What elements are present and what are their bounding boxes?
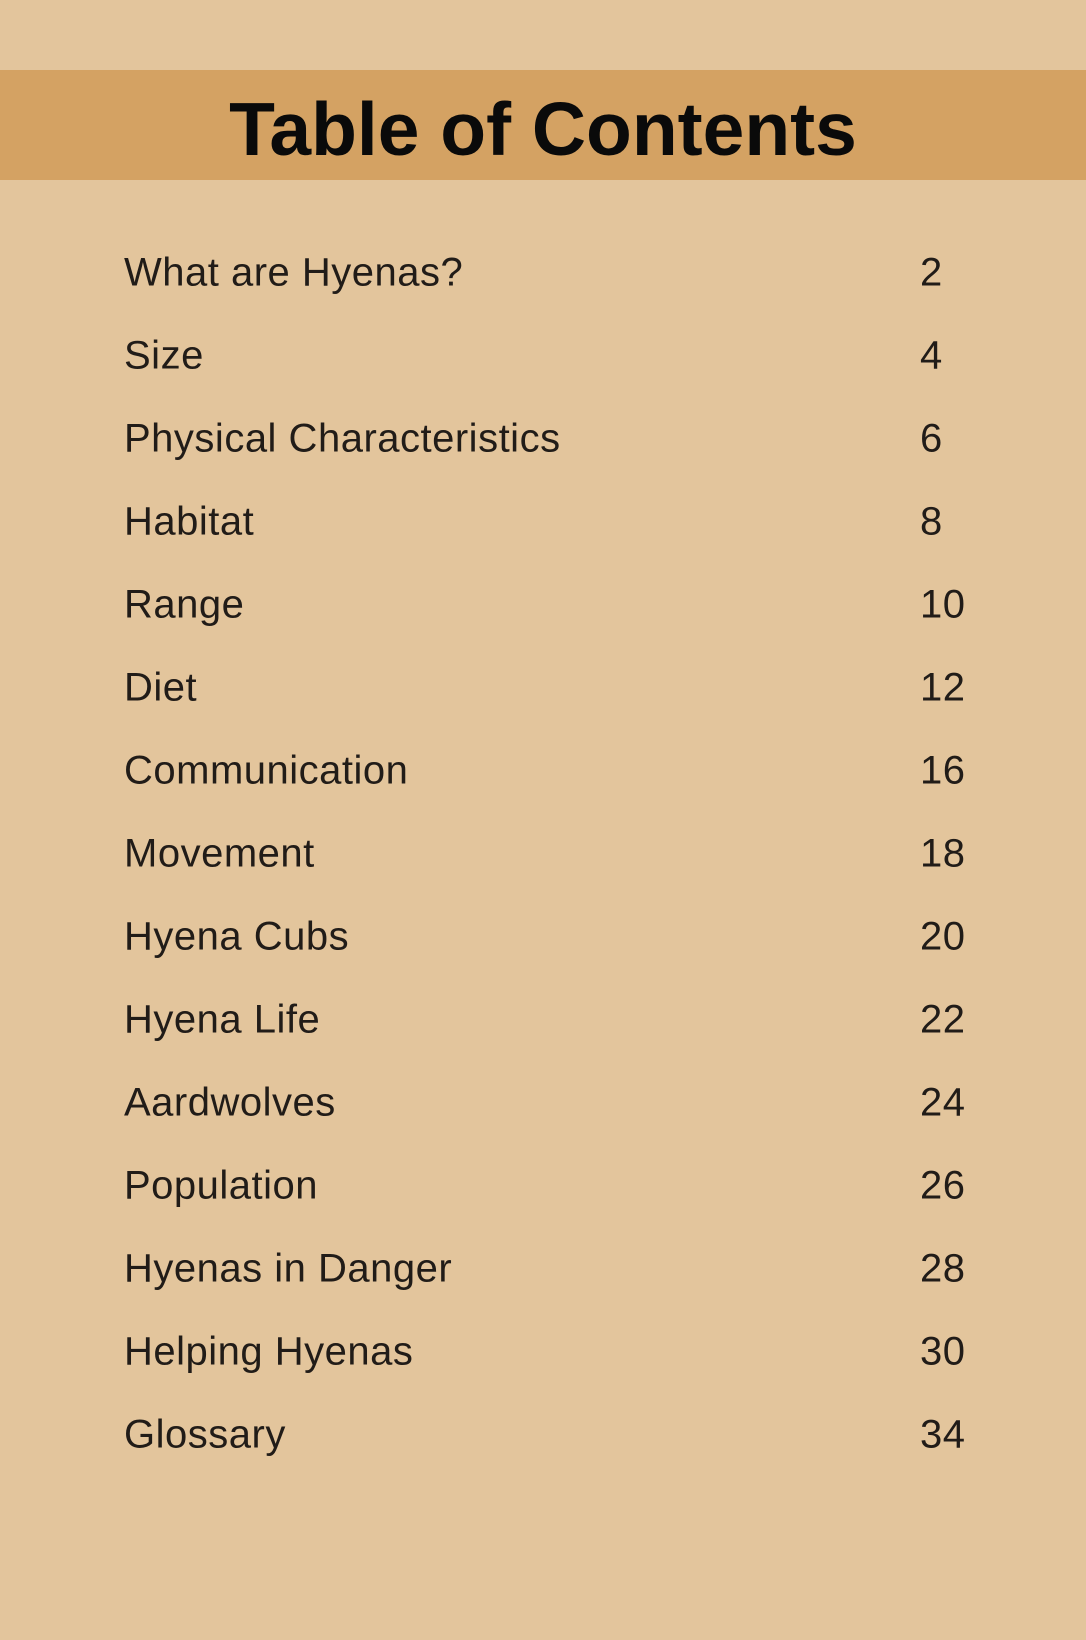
toc-entry-label: Glossary	[124, 1412, 286, 1456]
toc-entry-page: 20	[920, 914, 966, 958]
toc-entry-label: Physical Characteristics	[124, 416, 561, 460]
toc-row	[0, 397, 1086, 480]
title-band	[0, 70, 1086, 180]
toc-entry-page: 26	[920, 1163, 966, 1207]
toc-entry-page: 16	[920, 748, 966, 792]
toc-entry-page: 18	[920, 831, 966, 875]
toc-row	[0, 895, 1086, 978]
toc-entry-page: 24	[920, 1080, 966, 1124]
toc-entry-label: Helping Hyenas	[124, 1329, 414, 1373]
toc-list	[0, 180, 1086, 1476]
toc-entry-label: Habitat	[124, 499, 255, 543]
toc-entry-page: 34	[920, 1412, 966, 1456]
toc-entry-label: Range	[124, 582, 245, 626]
toc-entry-page: 6	[920, 416, 943, 460]
toc-row	[0, 1061, 1086, 1144]
toc-entry-label: Communication	[124, 748, 409, 792]
toc-row	[0, 1393, 1086, 1476]
toc-entry-page: 8	[920, 499, 943, 543]
toc-row	[0, 1310, 1086, 1393]
toc-entry-page: 4	[920, 333, 943, 377]
toc-entry-label: Population	[124, 1163, 319, 1207]
toc-entry-page: 2	[920, 250, 943, 294]
toc-row	[0, 314, 1086, 397]
toc-entry-page: 12	[920, 665, 966, 709]
toc-entry-page: 22	[920, 997, 966, 1041]
toc-entry-page: 10	[920, 582, 966, 626]
toc-row	[0, 646, 1086, 729]
toc-row	[0, 812, 1086, 895]
page-title: Table of Contents	[229, 87, 857, 171]
toc-entry-label: Size	[124, 333, 204, 377]
toc-entry-label: Diet	[124, 665, 198, 709]
toc-row	[0, 978, 1086, 1061]
toc-entry-label: Hyena Life	[124, 997, 321, 1041]
toc-row	[0, 231, 1086, 314]
toc-row	[0, 480, 1086, 563]
toc-entry-label: Hyenas in Danger	[124, 1246, 453, 1290]
toc-entry-label: Aardwolves	[124, 1080, 336, 1124]
toc-row	[0, 729, 1086, 812]
toc-row	[0, 1144, 1086, 1227]
toc-entry-label: What are Hyenas?	[124, 250, 464, 294]
toc-entry-page: 28	[920, 1246, 966, 1290]
toc-row	[0, 563, 1086, 646]
toc-row	[0, 1227, 1086, 1310]
toc-entry-label: Movement	[124, 831, 315, 875]
toc-entry-page: 30	[920, 1329, 966, 1373]
toc-entry-label: Hyena Cubs	[124, 914, 350, 958]
